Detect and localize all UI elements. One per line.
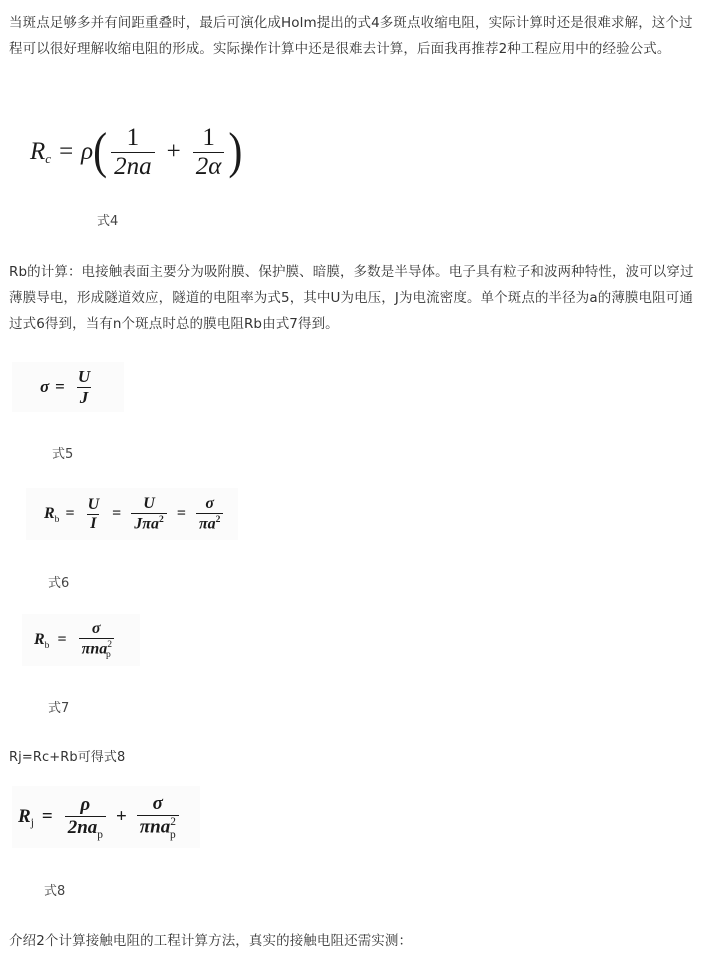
eq4-frac1: $\frac{1}{2na}$ (111, 124, 155, 181)
eq6-frac3: $\frac{\sigma}{\pi a^2}$ (196, 495, 224, 533)
caption-eq8: 式8 (44, 884, 66, 899)
eq8-frac2: $\frac{\sigma}{\pi na^2_p}$ (137, 793, 179, 840)
formula-eq5: σ = $\frac{U}{J}$ (12, 362, 124, 412)
formula-eq4: R $_c$ = ρ ( $\frac{1}{2na}$ + $\frac{1}{2\alpha}$ ) (30, 123, 243, 180)
rj-paragraph: Rj=Rc+Rb可得式8 (9, 750, 126, 765)
outro-paragraph: 介绍2个计算接触电阻的工程计算方法，真实的接触电阻还需实测： (9, 933, 413, 949)
eq5-frac: $\frac{U}{J}$ (77, 366, 91, 407)
eq5-sigma: σ (40, 377, 50, 396)
rb-paragraph: Rb的计算：电接触表面主要分为吸附膜、保护膜、暗膜，多数是半导体。电子具有粒子和波两种特性，波可以穿过薄膜导电，形成隧道效应，隧道的电阻率为式5，其中U为电压，J为电流密度。单个斑点的半径为a的薄膜电阻可通过式6得到，当有n个斑点时总的膜电阻Rb由式7得到。 (9, 264, 694, 332)
intro-paragraph: 当斑点足够多并有间距重叠时，最后可演化成Holm提出的式4多斑点收缩电阻，实际计算时还是很难求解，这个过程可以很好理解收缩电阻的形成。实际操作计算中还是很难去计算，后面我再推荐2种工程应用中的经验公式。 (9, 15, 693, 57)
eq4-rho: ρ (81, 138, 94, 165)
eq4-frac2: $\frac{1}{2\alpha}$ (193, 124, 225, 181)
formula-eq7: R $_b$ = $\frac{\sigma}{\pi na^2_p}$ (22, 614, 140, 666)
eq7-frac: $\frac{\sigma}{\pi na^2_p}$ (79, 620, 114, 661)
eq4-lhs-sub: c (45, 151, 52, 166)
caption-eq5: 式5 (52, 447, 74, 462)
caption-eq4: 式4 (97, 214, 119, 229)
caption-eq6: 式6 (48, 576, 70, 591)
caption-eq7: 式7 (48, 701, 70, 716)
eq8-frac1: $\frac{\rho}{2na_p}$ (65, 794, 106, 841)
eq6-frac2: $\frac{U}{J\pi a^2}$ (131, 495, 167, 533)
formula-eq8: R $_j$ = $\frac{\rho}{2na_p}$ + $\frac{\sigma}{\pi na^2_p}$ (12, 786, 200, 848)
formula-eq6: R $_b$ = $\frac{U}{I}$ = $\frac{U}{J\pi a^2}$ = $\frac{\sigma}{\pi a^2}$ (26, 488, 238, 540)
eq6-frac1: $\frac{U}{I}$ (87, 495, 100, 532)
